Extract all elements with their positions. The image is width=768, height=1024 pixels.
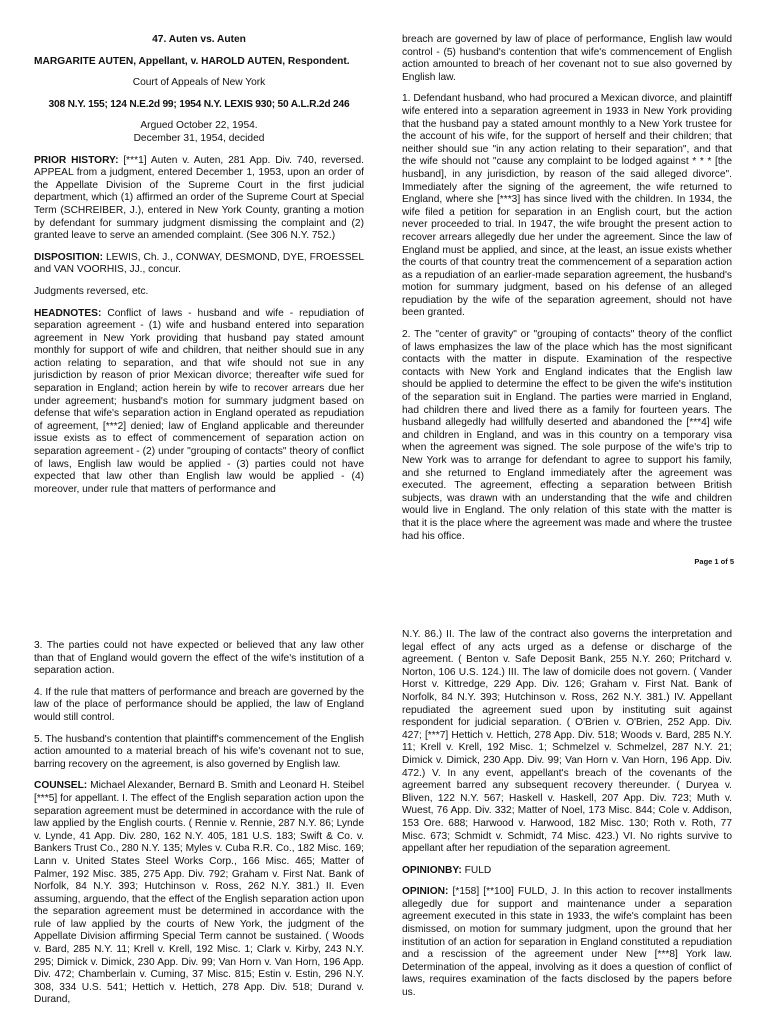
page1-left-column: [34, 34, 364, 505]
counsel-label: COUNSEL:: [34, 780, 88, 792]
headnote-paragraph-3: 3. The parties could not have expected or believed that any law other than that of England would govern the effect of the wife's institution of a separation action.: [34, 640, 364, 677]
counsel-text: Michael Alexander, Bernard B. Smith and Leonard H. Steibel [***5] for appellant. I. The effect of the English separation action upon the separation agreement must be determined in accordance with the rule of law applied by the English courts. ( Rennie v. Rennie, 287 N.Y. 86; Lynde v. Lynde, 41 App. Div. 280, 162 N.Y. 405, 181 U.S. 183; Swift & Co. v. Bankers Trust Co., 280 N.Y. 135; Myles v. Cuba R.R. Co., 182 Misc. 169; Lann v. United States Steel Works Corp., 166 Misc. 465; Matter of Palmer, 192 Misc. 385, 275 App. Div. 792; Graham v. First Nat. Bank of Norfolk, 84 N.Y. 393; Hutchinson v. Ross, 262 N.Y. 381.) II. Even assuming, arguendo, that the effect of the English separation action upon the separation agreement must be determined in accordance with the rule of law applied by the courts of New York, the judgment of the Appellate Division affirming Special Term cannot be sustained. ( Woods v. Bard, 285 N.Y. 11; Krell v. Krell, 192 Misc. 1; Clark v. Kirby, 243 N.Y. 295; Dimick v. Dimick, 230 App. Div. 99; Van Horn v. Van Horn, 196 App. Div. 472; Chamberlain v. Cuming, 37 Misc. 815; Estin v. Estin, 296 N.Y. 308, 334 U.S. 541; Hettich v. Hettich, 278 App. Div. 518; Durand v. Durand,: [34, 780, 364, 1006]
headnotes-continuation: breach are governed by law of place of performance, English law would control - (5) husband's contention that wife's commencement of English action amounted to breach of her covenant not to sue also governed by English law.: [402, 34, 732, 83]
disposition-text: LEWIS, Ch. J., CONWAY, DESMOND, DYE, FROESSEL and VAN VOORHIS, JJ., concur.: [34, 251, 364, 276]
headnote-paragraph-1: 1. Defendant husband, who had procured a Mexican divorce, and plaintiff wife entered into a separation agreement in 1933 in New York providing that the husband pay a stated amount monthly to a New York trustee for the account of his wife, for the support of herself and their children; that neither should sue "in any action relating to their separation", and that the wife should not "cause any complaint to be lodged against * * * [the husband], in any jurisdiction, by reason of the said alleged divorce". Immediately after the signing of the agreement, the wife returned to England, where she [***3] has since lived with the children. In 1934, the wife filed a petition for separation in an English court, but the action never proceeded to trial. In 1947, the wife brought the present action to recover arrears allegedly due her under the agreement. Since the law of England must be applied, and since, at the least, an issue exists whether the courts of that country treat the commencement of a separation action as a repudiation of an earlier-made separation agreement, the husband's motion for summary judgment, based on his defense of an alleged repudiation by the wife of the separation agreement, should not have been granted.: [402, 93, 732, 319]
case-heading: 47. Auten vs. Auten: [152, 34, 246, 45]
headnotes: [34, 308, 364, 497]
page2-left-column: [34, 640, 364, 1016]
case-parties: MARGARITE AUTEN, Appellant, v. HAROLD AUTEN, Respondent.: [34, 55, 350, 67]
counsel: [34, 780, 364, 1007]
page-number: Page 1 of 5: [694, 557, 734, 566]
headnote-paragraph-4: 4. If the rule that matters of performance and breach are governed by the law of the place of performance should be applied, the law of England would still control.: [34, 686, 364, 723]
page-divider: [0, 580, 768, 612]
opinion-by-text: FULD: [464, 864, 492, 876]
headnote-paragraph-5: 5. The husband's contention that plaintiff's commencement of the English action amounted to a material breach of his wife's covenant not to sue, barring recovery on the agreement, is also governed by English law.: [34, 733, 364, 770]
judgments-text: Judgments reversed, etc.: [34, 285, 149, 297]
prior-history: [34, 155, 364, 243]
opinion-by-label: OPINIONBY:: [402, 864, 462, 876]
disposition-label: DISPOSITION:: [34, 251, 104, 263]
court-name: Court of Appeals of New York: [132, 77, 266, 89]
decided-date: December 31, 1954, decided: [133, 132, 265, 144]
prior-history-text: [***1] Auten v. Auten, 281 App. Div. 740, reversed. APPEAL from a judgment, entered December 1, 1953, upon an order of the Appellate Division of the Supreme Court in the first judicial department, which (1) affirmed an order of the Supreme Court at Special Term (SCHREIBER, J.), entered in New York County, granting a motion by defendant for summary judgment dismissing the complaint and (2) granted leave to serve an amended complaint. (See 306 N.Y. 752.): [34, 154, 364, 242]
opinion-text: [*158] [**100] FULD, J. In this action to recover installments allegedly due for support and maintenance under a separation agreement executed in this state in 1933, the wife's complaint has been dismissed, on motion for summary judgment, upon the ground that her institution of an action for separation in England constituted a repudiation and a rescission of the agreement under New [***8] York law. Determination of the appeal, involving as it does a question of conflict of laws, requires examination of the facts disclosed by the papers before us.: [402, 886, 732, 999]
opinion-by: [402, 865, 732, 878]
disposition: [34, 252, 364, 277]
page2-right-column: [402, 629, 732, 1009]
headnote-paragraph-2: 2. The "center of gravity" or "grouping of contacts" theory of the conflict of laws emphasizes the law of the place which has the most significant contacts with the matter in dispute. Examination of the respective contacts with New York and England indicates that the English law should be applied to determine the effect to be given the wife's institution of the separation suit in England. The parties were married in England, had children there and lived there as a family for fourteen years. The husband allegedly had willfully deserted and abandoned the [***4] wife and children in England, and was in this country on a temporary visa when the agreement was signed. The sole purpose of the wife's trip to New York was to arrange for defendant to agree to support his family, and she returned to England immediately after the agreement was executed. The agreement, effecting a separation between British subjects, was drawn with an understanding that the wife and children would live in England. The only relation of this state with the matter is that it is the place where the agreement was made and where the trustee had his office.: [402, 329, 732, 542]
counsel-continuation: N.Y. 86.) II. The law of the contract also governs the interpretation and legal effect of any acts urged as a defense or discharge of the agreement. ( Benton v. Safe Deposit Bank, 255 N.Y. 260; Pritchard v. Norton, 106 U.S. 124.) III. The law of domicile does not govern. ( Vander Horst v. Kittredge, 229 App. Div. 126; Graham v. First Nat. Bank of Norfolk, 84 N.Y. 393; Hutchinson v. Ross, 262 N.Y. 381.) IV. Appellant repudiated the agreement sued upon by instituting suit against respondent for judicial separation. ( O'Brien v. O'Brien, 252 App. Div. 427; [***7] Hettich v. Hettich, 278 App. Div. 518; Woods v. Bard, 285 N.Y. 11; Krell v. Krell, 192 Misc. 1; Schmelzel v. Schmelzel, 287 N.Y. 21; Dimick v. Dimick, 230 App. Div. 99; Van Horn v. Van Horn, 196 App. Div. 472.) V. In any event, appellant's breach of the covenants of the agreement barred any subsequent recovery thereunder. ( Duryea v. Bliven, 122 N.Y. 567; Haskell v. Haskell, 207 App. Div. 723; Muth v. Wuest, 76 App. Div. 332; Matter of Noel, 173 Misc. 844; Cole v. Addison, 153 Ore. 688; Harwood v. Harwood, 182 Misc. 130; Roth v. Roth, 77 Misc. 673; Schmidt v. Schmidt, 74 Misc. 423.) VI. No rights survive to appellant after her repudiation of the separation agreement.: [402, 629, 732, 855]
headnotes-text: Conflict of laws - husband and wife - repudiation of separation agreement - (1) wife and husband entered into separation agreement in New York providing that husband pay stated amount monthly for support of wife and children, that neither should sue in any action relating to separation, and that wife should not sue in any jurisdiction by reason of prior Mexican divorce; thereafter wife sued for separation in England; action herein by wife to recover arrears due her under agreement; husband's motion for summary judgment based on defense that wife's separation action in England operated as repudiation of agreement, [***2] denied; law of England applicable and thereunder issue exists as to effect of commencement of separation action on separation agreement - (2) under "grouping of contacts" theory of conflict of laws, English law would be applied - (3) parties could not have expected that law other than English law would be applied - (4) moreover, under rule that matters of performance and: [34, 307, 364, 495]
opinion-label: OPINION:: [402, 886, 449, 898]
prior-history-label: PRIOR HISTORY:: [34, 154, 119, 166]
opinion: [402, 886, 732, 999]
argued-date: Argued October 22, 1954.: [140, 120, 258, 132]
dates-block: [34, 120, 364, 145]
case-citation: 308 N.Y. 155; 124 N.E.2d 99; 1954 N.Y. LEXIS 930; 50 A.L.R.2d 246: [48, 98, 350, 110]
page1-right-column: [402, 34, 732, 552]
headnotes-label: HEADNOTES:: [34, 307, 102, 319]
